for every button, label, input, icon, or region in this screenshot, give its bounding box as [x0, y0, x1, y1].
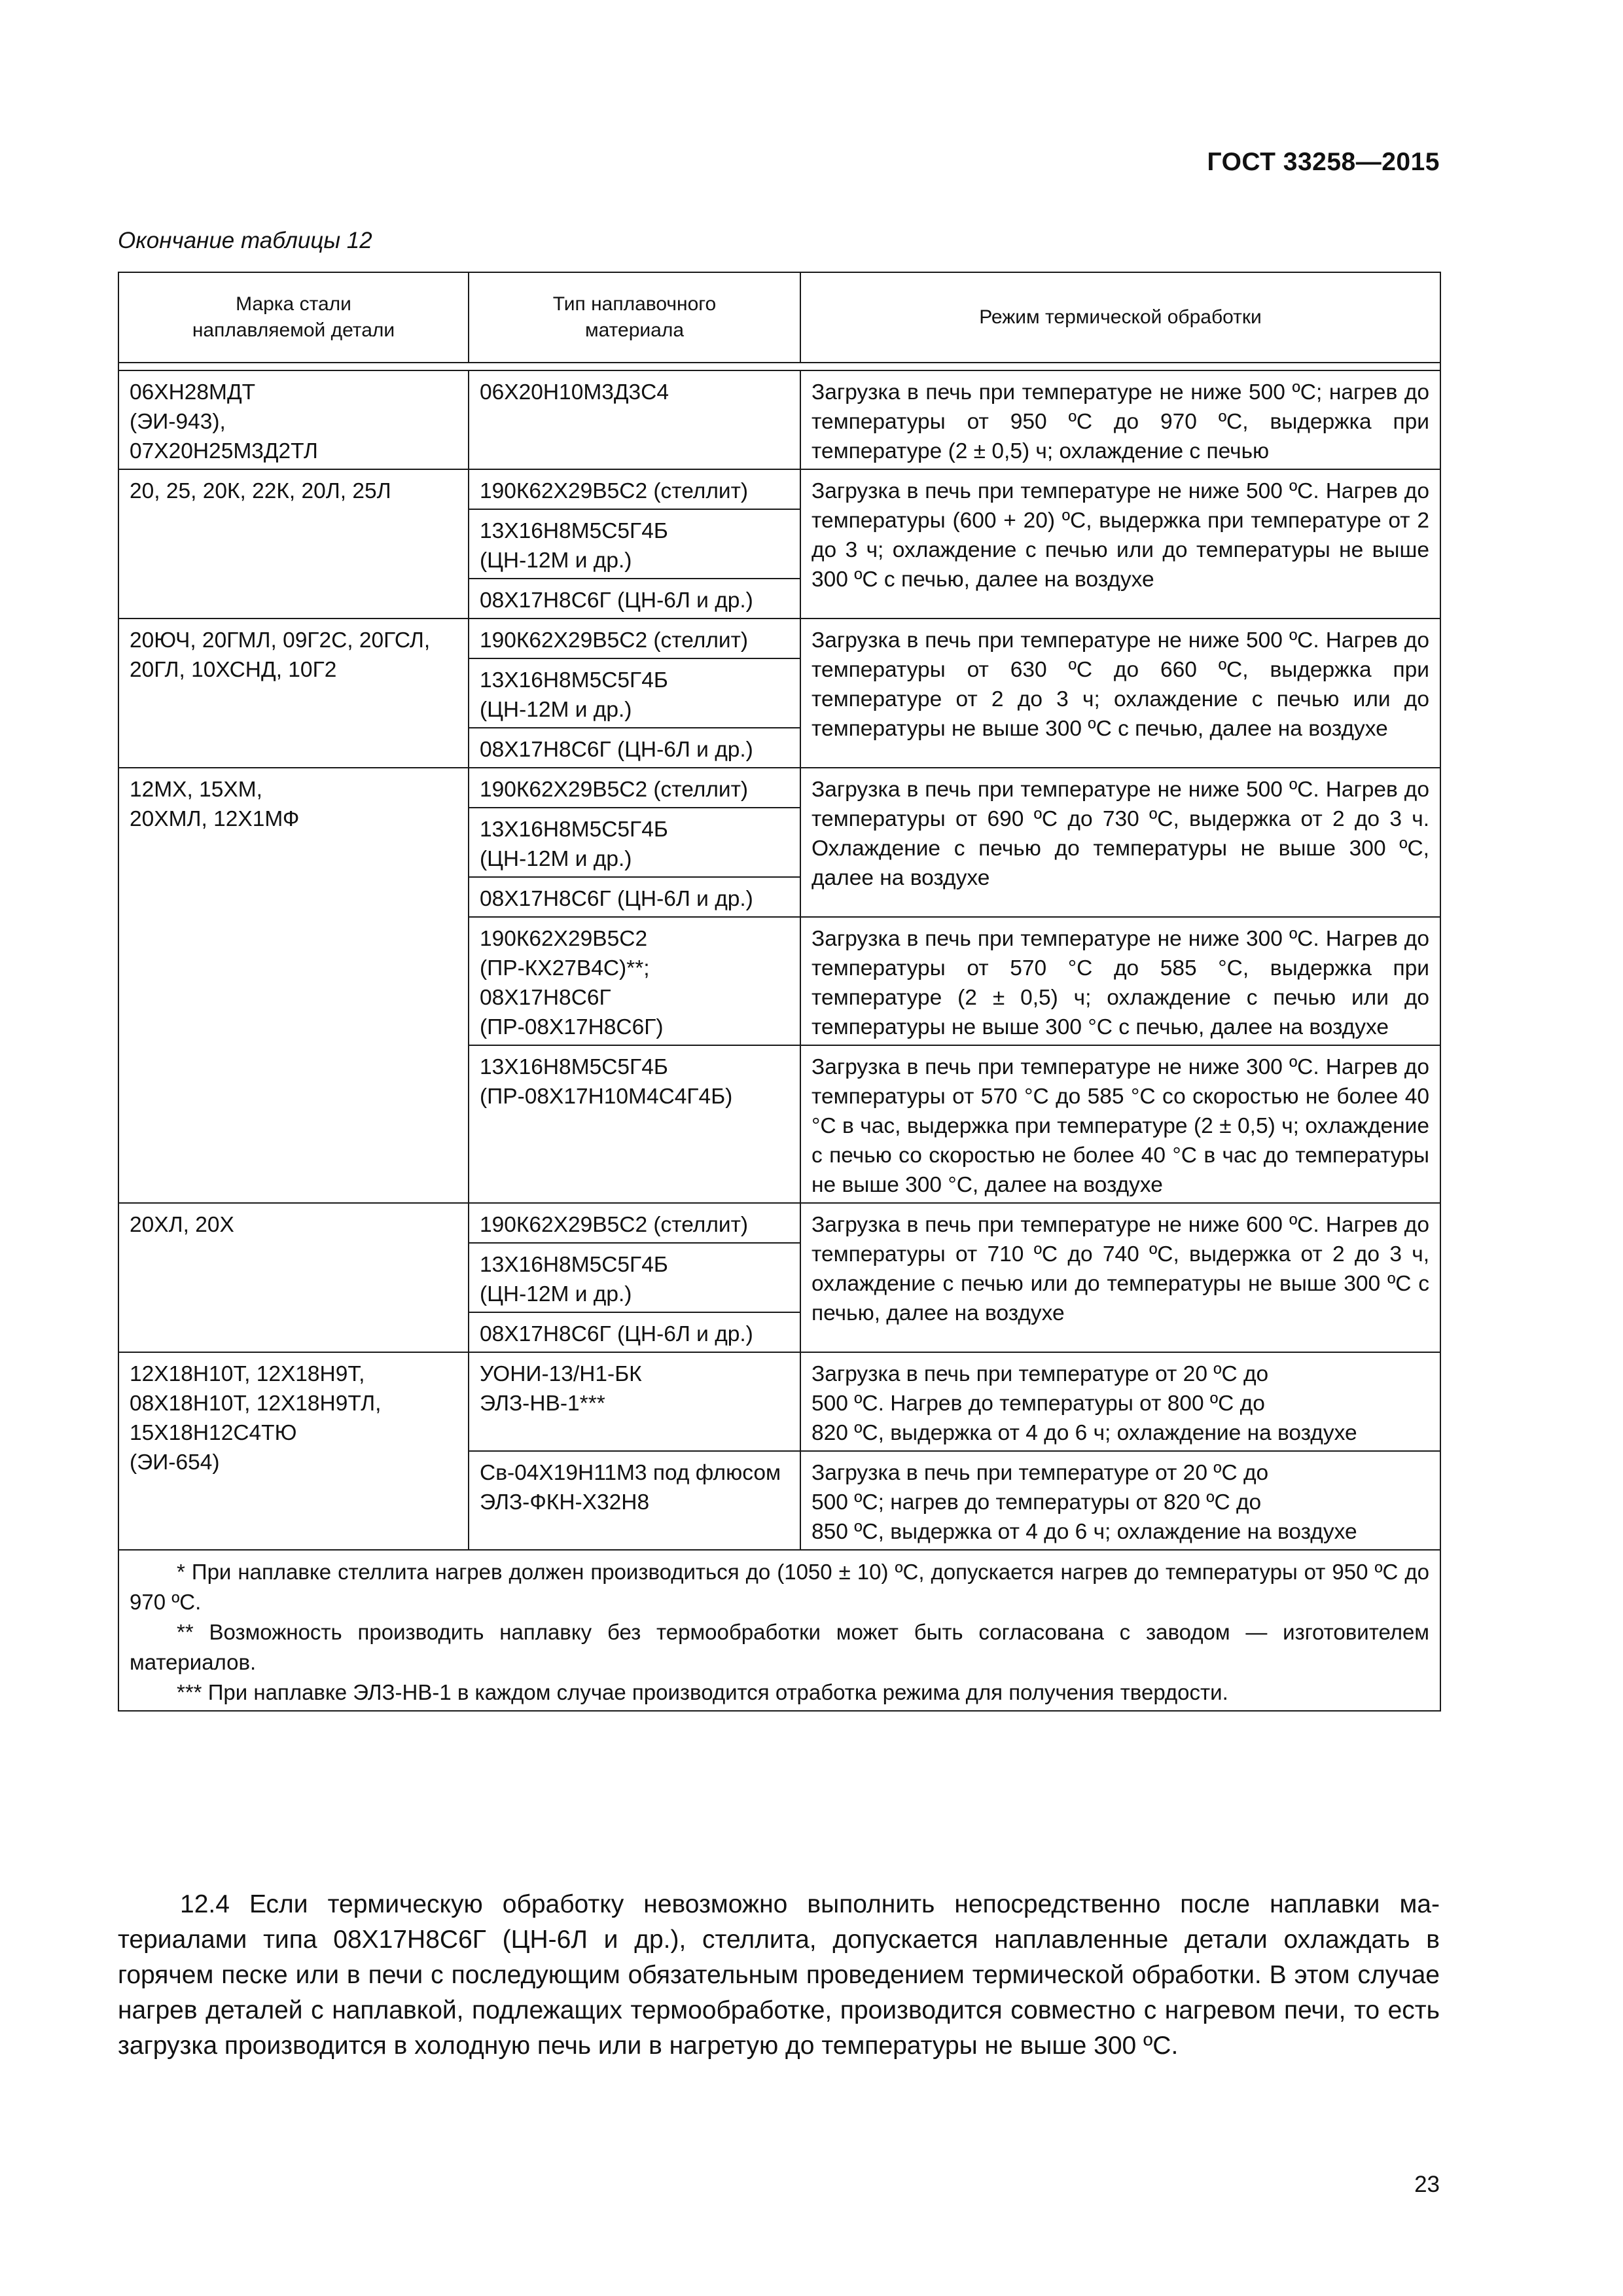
material-cell: 190К62Х29В5С2 (ПР-КХ27В4С)**; 08Х17Н8С6Г (ПР-08Х17Н8С6Г) [469, 917, 800, 1045]
material-cell: 13Х16Н8М5С5Г4Б (ЦН-12М и др.) [469, 808, 800, 877]
table-header-row [118, 272, 1440, 363]
column-header-regime: Режим термической обработки [800, 272, 1440, 363]
steel-grade-cell: 20ХЛ, 20Х [118, 1203, 469, 1352]
page-number: 23 [1414, 2172, 1440, 2197]
material-cell: Св-04Х19Н11М3 под флюсом ЭЛЗ-ФКН-Х32Н8 [469, 1451, 800, 1550]
steel-grade-cell: 12МХ, 15ХМ, 20ХМЛ, 12Х1МФ [118, 768, 469, 1203]
regime-cell: Загрузка в печь при температуре от 20 ºС до 500 ºС. Нагрев до температуры от 800 ºС до 820 ºС, выдержка от 4 до 6 ч; охлаждение на воздухе [800, 1352, 1440, 1451]
heat-treatment-table [118, 272, 1441, 1712]
table-row [118, 370, 1440, 469]
table-row [118, 619, 1440, 658]
column-header-steel: Марка стали наплавляемой детали [118, 272, 469, 363]
regime-cell: Загрузка в печь при температуре не ниже 300 ºС. Нагрев до температуры от 570 °С до 585 °С, выдержка при температуре (2 ± 0,5) ч; охлаждение с печью или до температуры не выше 300 °С с печью, далее на воздухе [800, 917, 1440, 1045]
regime-cell: Загрузка в печь при температуре не ниже 500 ºС. Нагрев до температуры (600 + 20) ºС, выдержка при температуре от 2 до 3 ч; охлаждение с печью или до температуры не выше 300 ºС с печью, далее на воздухе [800, 469, 1440, 619]
regime-cell: Загрузка в печь при температуре не ниже 500 ºС. Нагрев до температуры от 630 ºС до 660 ºС, выдержка при температуре от 2 до 3 ч; охлаждение с печью или до температуры не выше 300 ºС с печью, далее на воздухе [800, 619, 1440, 768]
regime-cell: Загрузка в печь при температуре не ниже 300 ºС. Нагрев до температуры от 570 °С до 585 °С со скоростью не более 40 °С в час, выдержка при температуре (2 ± 0,5) ч; охлаждение с печью со скоростью не более 40 °С в час до температуры не выше 300 °С, далее на воздухе [800, 1045, 1440, 1203]
table-note: *** При наплавке ЭЛЗ-НВ-1 в каждом случае производится отработка режима для получения твердости. [177, 1680, 1228, 1704]
material-cell: 13Х16Н8М5С5Г4Б (ЦН-12М и др.) [469, 658, 800, 728]
regime-cell: Загрузка в печь при температуре не ниже 500 ºС; нагрев до температуры от 950 ºС до 970 ºС, выдержка при температуре (2 ± 0,5) ч; охлаждение с печью [800, 370, 1440, 469]
steel-grade-cell: 12Х18Н10Т, 12Х18Н9Т, 08Х18Н10Т, 12Х18Н9ТЛ, 15Х18Н12С4ТЮ (ЭИ-654) [118, 1352, 469, 1550]
table-row [118, 768, 1440, 808]
table-row [118, 1203, 1440, 1243]
table-caption: Окончание таблицы 12 [118, 228, 372, 253]
table-note: * При наплавке стеллита нагрев должен производиться до (1050 ± 10) ºС, допускается нагрев до температуры от 950 ºС до 970 ºС. [130, 1560, 1429, 1614]
table-row [118, 1352, 1440, 1451]
material-cell: 190К62Х29В5С2 (стеллит) [469, 619, 800, 658]
material-cell: 190К62Х29В5С2 (стеллит) [469, 768, 800, 808]
material-cell: 13Х16Н8М5С5Г4Б (ПР-08Х17Н10М4С4Г4Б) [469, 1045, 800, 1203]
body-paragraph: 12.4 Если термическую обработку невозможно выполнить непосредственно после наплавки материалами типа 08Х17Н8С6Г (ЦН-6Л и др.), стеллита, допускается наплавленные детали охлаждать в горячем песке или в печи с последующим обязательным проведением термической обработки. В этом случае нагрев деталей с наплавкой, подлежащих термообработке, производится совместно с нагревом печи, то есть загрузка производится в холодную печь или в нагретую до температуры не выше 300 ºС. [118, 1890, 1440, 2060]
document-header: ГОСТ 33258—2015 [1207, 148, 1440, 176]
material-cell: 13Х16Н8М5С5Г4Б (ЦН-12М и др.) [469, 1243, 800, 1312]
material-cell: 08Х17Н8С6Г (ЦН-6Л и др.) [469, 1312, 800, 1352]
regime-cell: Загрузка в печь при температуре от 20 ºС до 500 ºС; нагрев до температуры от 820 ºС до 850 ºС, выдержка от 4 до 6 ч; охлаждение на воздухе [800, 1451, 1440, 1550]
table-notes [118, 1550, 1440, 1711]
table-body [118, 363, 1440, 1550]
material-cell: 06Х20Н10М3Д3С4 [469, 370, 800, 469]
table-row [118, 469, 1440, 509]
material-cell: УОНИ-13/Н1-БК ЭЛЗ-НВ-1*** [469, 1352, 800, 1451]
material-cell: 13Х16Н8М5С5Г4Б (ЦН-12М и др.) [469, 509, 800, 579]
material-cell: 08Х17Н8С6Г (ЦН-6Л и др.) [469, 579, 800, 619]
steel-grade-cell: 06ХН28МДТ (ЭИ-943), 07Х20Н25М3Д2ТЛ [118, 370, 469, 469]
regime-cell: Загрузка в печь при температуре не ниже 500 ºС. Нагрев до температуры от 690 ºС до 730 ºС, выдержка от 2 до 3 ч. Охлаждение с печью до температуры не выше 300 ºС, далее на воздухе [800, 768, 1440, 917]
table-notes-row [118, 1550, 1440, 1711]
material-cell: 190К62Х29В5С2 (стеллит) [469, 1203, 800, 1243]
steel-grade-cell: 20, 25, 20К, 22К, 20Л, 25Л [118, 469, 469, 619]
material-cell: 08Х17Н8С6Г (ЦН-6Л и др.) [469, 877, 800, 917]
regime-cell: Загрузка в печь при температуре не ниже 600 ºС. Нагрев до температуры от 710 ºС до 740 ºС, выдержка от 2 до 3 ч, охлаждение с печью или до температуры не выше 300 ºС с печью, далее на воздухе [800, 1203, 1440, 1352]
header-separator [118, 363, 1440, 370]
steel-grade-cell: 20ЮЧ, 20ГМЛ, 09Г2С, 20ГСЛ, 20ГЛ, 10ХСНД, 10Г2 [118, 619, 469, 768]
column-header-material: Тип наплавочного материала [469, 272, 800, 363]
header-separator-cell [118, 363, 1440, 370]
material-cell: 08Х17Н8С6Г (ЦН-6Л и др.) [469, 728, 800, 768]
table-note: ** Возможность производить наплавку без термообработки может быть согласована с заводом — изготовителем материалов. [130, 1620, 1429, 1674]
material-cell: 190К62Х29В5С2 (стеллит) [469, 469, 800, 509]
